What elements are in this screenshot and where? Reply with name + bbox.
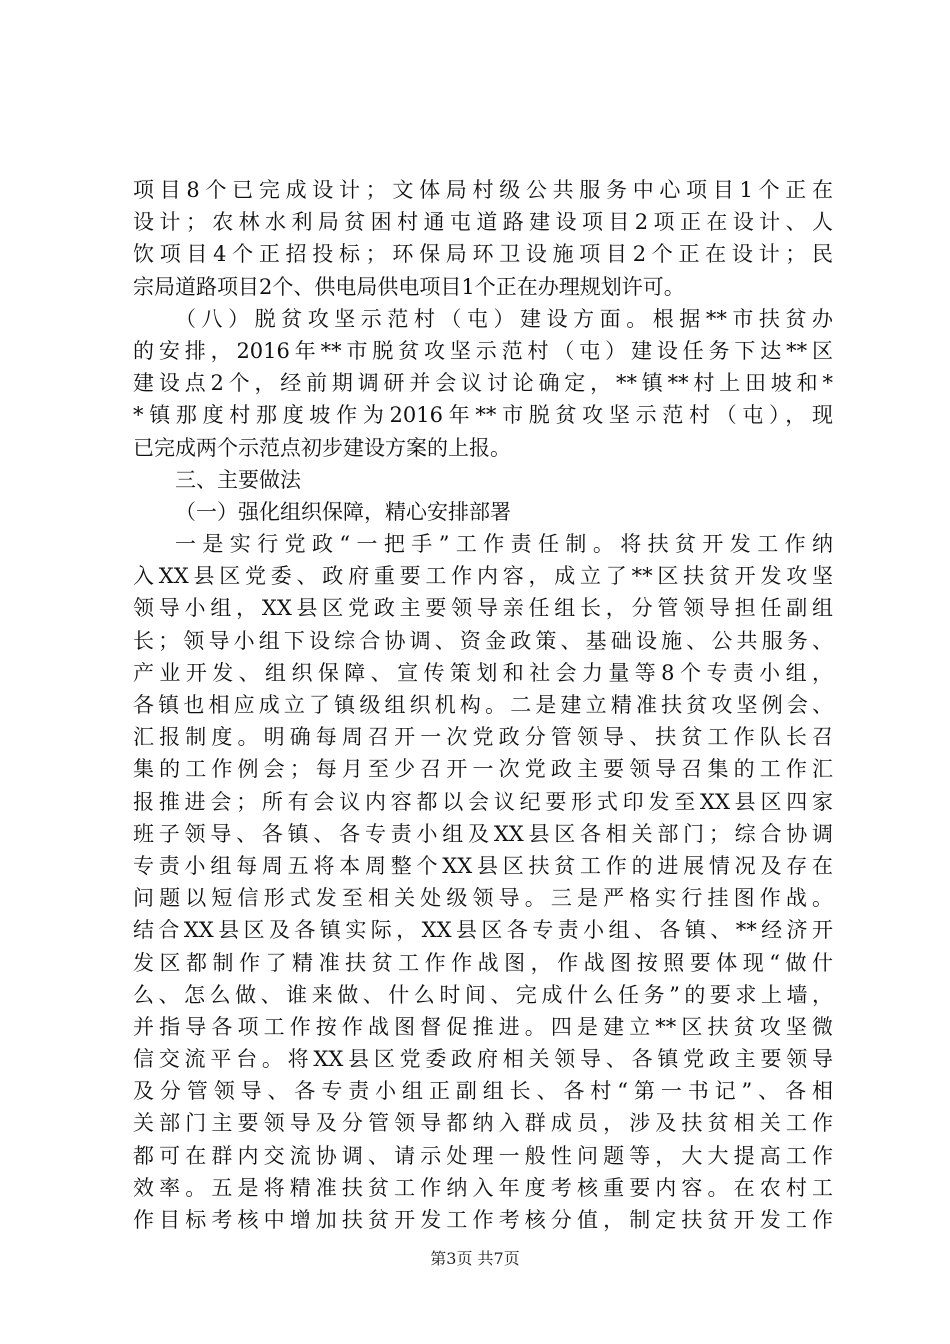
text-line: 班子领导、各镇、各专责小组及XX县区各相关部门；综合协调 [133, 821, 833, 846]
text-line: 一是实行党政“一把手”工作责任制。将扶贫开发工作纳 [175, 532, 833, 557]
text-line: 汇报制度。明确每周召开一次党政分管领导、扶贫工作队长召 [133, 725, 833, 750]
text-line: 产业开发、组织保障、宣传策划和社会力量等8个专责小组， [133, 660, 833, 685]
text-line: 长；领导小组下设综合协调、资金政策、基础设施、公共服务、 [133, 628, 833, 653]
text-line: 宗局道路项目2个、供电局供电项目1个正在办理规划许可。 [133, 274, 685, 299]
text-line: 饮项目4个正招投标；环保局环卫设施项目2个正在设计；民 [133, 242, 833, 267]
text-line: 及分管领导、各专责小组正副组长、各村“第一书记”、各相 [133, 1079, 833, 1104]
text-line: 入XX县区党委、政府重要工作内容，成立了**区扶贫开发攻坚 [133, 564, 833, 589]
text-line: 信交流平台。将XX县区党委政府相关领导、各镇党政主要领导 [133, 1047, 833, 1072]
text-line: 发区都制作了精准扶贫工作作战图，作战图按照要体现“做什 [133, 950, 833, 975]
text-line: 集的工作例会；每月至少召开一次党政主要领导召集的工作汇 [133, 757, 833, 782]
text-line: 关部门主要领导及分管领导都纳入群成员，涉及扶贫相关工作 [133, 1111, 833, 1136]
text-line: 建设点2个，经前期调研并会议讨论确定，**镇**村上田坡和* [133, 371, 833, 396]
text-line: 专责小组每周五将本周整个XX县区扶贫工作的进展情况及存在 [133, 853, 833, 878]
text-line: 三、主要做法 [175, 467, 301, 492]
text-line: 已完成两个示范点初步建设方案的上报。 [133, 435, 511, 460]
text-line: 并指导各项工作按作战图督促推进。四是建立**区扶贫攻坚微 [133, 1014, 833, 1039]
text-line: （八）脱贫攻坚示范村（屯）建设方面。根据**市扶贫办 [175, 306, 833, 331]
text-line: 报推进会；所有会议内容都以会议纪要形式印发至XX县区四家 [133, 789, 833, 814]
page-number-footer: 第3页 共7页 [430, 1249, 520, 1268]
document-body [133, 174, 833, 1236]
text-line: 作目标考核中增加扶贫开发工作考核分值，制定扶贫开发工作 [133, 1208, 833, 1232]
text-line: 的安排，2016年**市脱贫攻坚示范村（屯）建设任务下达**区 [133, 338, 833, 363]
text-line: 么、怎么做、谁来做、什么时间、完成什么任务”的要求上墙， [133, 982, 833, 1007]
text-line: （一）强化组织保障，精心安排部署 [175, 499, 511, 524]
text-line: 结合XX县区及各镇实际，XX县区各专责小组、各镇、**经济开 [133, 918, 833, 943]
text-line: 设计；农林水利局贫困村通屯道路建设项目2项正在设计、人 [133, 210, 833, 235]
text-line: 问题以短信形式发至相关处级领导。三是严格实行挂图作战。 [133, 886, 833, 911]
text-line: 效率。五是将精准扶贫工作纳入年度考核重要内容。在农村工 [133, 1175, 833, 1200]
text-line: *镇那度村那度坡作为2016年**市脱贫攻坚示范村（屯），现 [133, 403, 833, 428]
text-line: 项目8个已完成设计；文体局村级公共服务中心项目1个正在 [133, 178, 833, 202]
text-line: 领导小组，XX县区党政主要领导亲任组长，分管领导担任副组 [133, 596, 833, 621]
text-line: 都可在群内交流协调、请示处理一般性问题等，大大提高工作 [133, 1143, 833, 1168]
text-line: 各镇也相应成立了镇级组织机构。二是建立精准扶贫攻坚例会、 [133, 693, 833, 717]
